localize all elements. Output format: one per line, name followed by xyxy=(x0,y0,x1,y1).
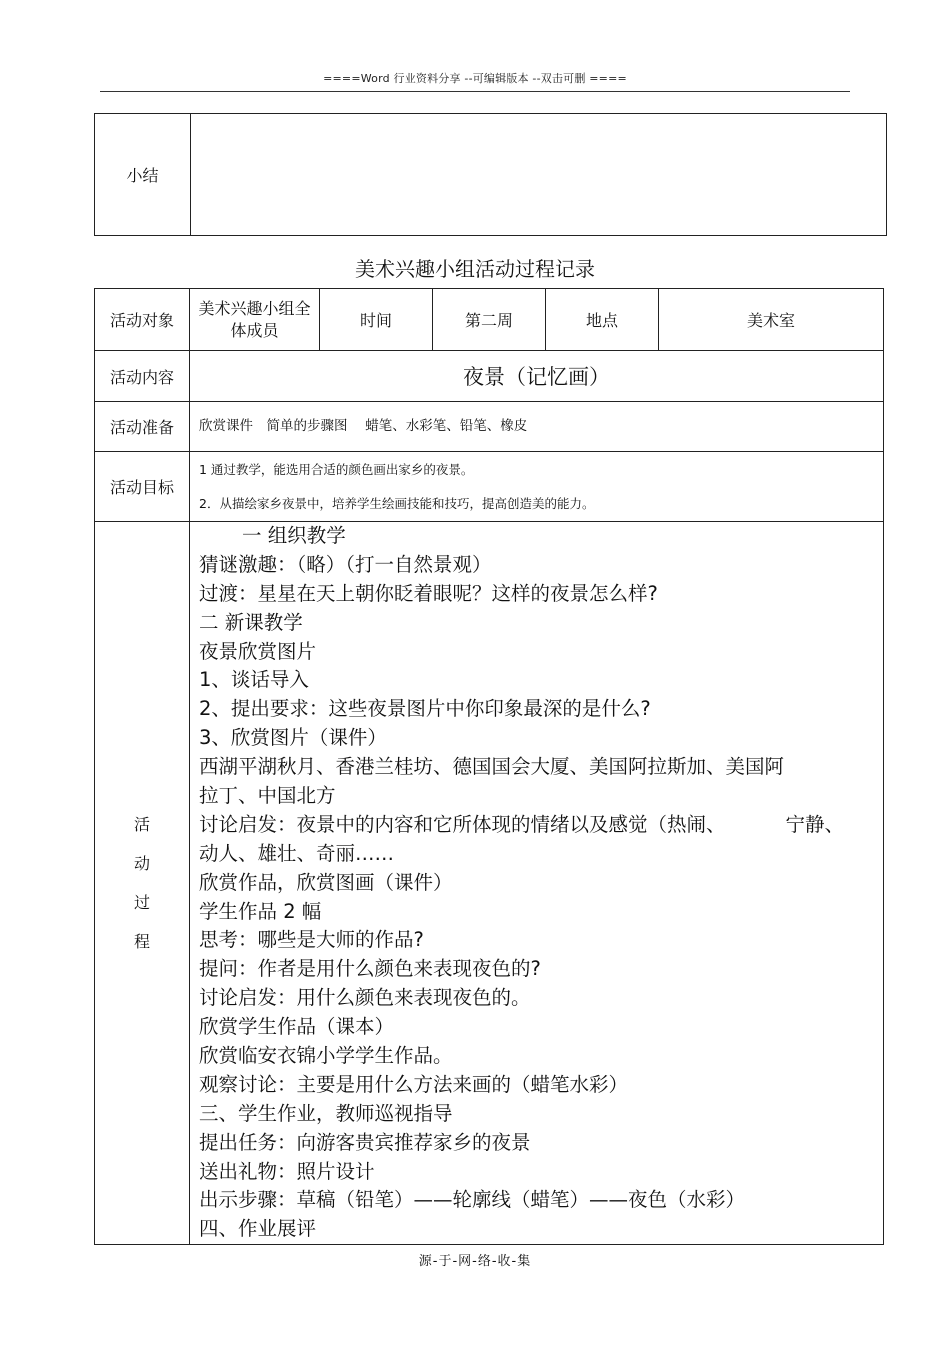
process-line: 三、学生作业，教师巡视指导 xyxy=(199,1101,453,1125)
process-line: 观察讨论：主要是用什么方法来画的（蜡笔水彩） xyxy=(199,1072,629,1096)
process-line xyxy=(190,811,883,840)
process-line-head: 讨论启发：夜景中的内容和它所体现的情绪以及感觉（热闹、 xyxy=(199,812,726,836)
process-line: 过渡：星星在天上朝你眨着眼呢？这样的夜景怎么样? xyxy=(199,581,658,605)
process-line: 2、提出要求：这些夜景图片中你印象最深的是什么? xyxy=(199,697,651,721)
process-line: 四、作业展评 xyxy=(199,1217,317,1241)
content-value: 夜景（记忆画） xyxy=(190,351,884,402)
process-line: 提问：作者是用什么颜色来表现夜色的? xyxy=(199,957,541,981)
process-line: 1、谈话导入 xyxy=(199,668,309,692)
goal-label: 活动目标 xyxy=(95,452,190,522)
summary-content xyxy=(191,114,887,236)
process-line: 动人、雄壮、奇丽…… xyxy=(199,841,395,865)
summary-table xyxy=(94,113,887,236)
time-label: 时间 xyxy=(320,289,433,351)
target-label: 活动对象 xyxy=(95,289,190,351)
process-line: 3、欣赏图片（课件） xyxy=(199,726,387,750)
prep-label: 活动准备 xyxy=(95,402,190,452)
process-line: 欣赏学生作品（课本） xyxy=(199,1015,395,1039)
page-header-banner: ====Word 行业资料分享 --可编辑版本 --双击可删 ==== xyxy=(323,72,627,85)
process-label-char: 程 xyxy=(133,932,150,952)
process-line: 讨论启发：用什么颜色来表现夜色的。 xyxy=(199,986,531,1010)
process-line: 西湖平湖秋月、香港兰桂坊、德国国会大厦、美国阿拉斯加、美国阿 xyxy=(199,755,785,779)
page-footer: 源-于-网-络-收-集 xyxy=(418,1254,532,1269)
process-label xyxy=(95,522,190,1245)
process-line-tail: 宁静、 xyxy=(785,812,845,836)
time-value: 第二周 xyxy=(433,289,546,351)
process-label-char: 活 xyxy=(133,815,150,835)
goal-item: 2．从描绘家乡夜景中，培养学生绘画技能和技巧，提高创造美的能力。 xyxy=(199,495,595,511)
prep-value: 欣赏课件 简单的步骤图 蜡笔、水彩笔、铅笔、橡皮 xyxy=(190,402,884,452)
process-label-char: 动 xyxy=(133,854,150,874)
process-label-char: 过 xyxy=(133,893,150,913)
header-divider xyxy=(100,91,850,92)
process-line: 一 组织教学 xyxy=(242,524,346,547)
process-line: 拉丁、中国北方 xyxy=(199,784,336,808)
goal-list xyxy=(190,452,884,522)
process-line: 思考：哪些是大师的作品? xyxy=(199,928,424,952)
process-content xyxy=(190,522,884,1245)
process-line: 提出任务：向游客贵宾推荐家乡的夜景 xyxy=(199,1130,531,1154)
target-value: 美术兴趣小组全体成员 xyxy=(190,289,320,351)
process-line: 出示步骤：草稿（铅笔）——轮廓线（蜡笔）——夜色（水彩） xyxy=(199,1188,746,1212)
process-line: 欣赏作品，欣赏图画（课件） xyxy=(199,870,453,894)
document-title: 美术兴趣小组活动过程记录 xyxy=(355,257,595,281)
activity-record-table xyxy=(94,288,884,1245)
summary-label: 小结 xyxy=(95,114,191,236)
process-line: 欣赏临安衣锦小学学生作品。 xyxy=(199,1044,453,1068)
content-label: 活动内容 xyxy=(95,351,190,402)
place-label: 地点 xyxy=(546,289,659,351)
process-line: 送出礼物：照片设计 xyxy=(199,1159,375,1183)
goal-item: 1 通过教学，能选用合适的颜色画出家乡的夜景。 xyxy=(199,461,474,477)
process-line: 猜谜激趣：（略）（打一自然景观） xyxy=(199,552,492,576)
place-value: 美术室 xyxy=(659,289,884,351)
process-line: 二 新课教学 xyxy=(199,610,303,634)
process-line: 学生作品 2 幅 xyxy=(199,899,322,923)
process-line: 夜景欣赏图片 xyxy=(199,639,317,663)
